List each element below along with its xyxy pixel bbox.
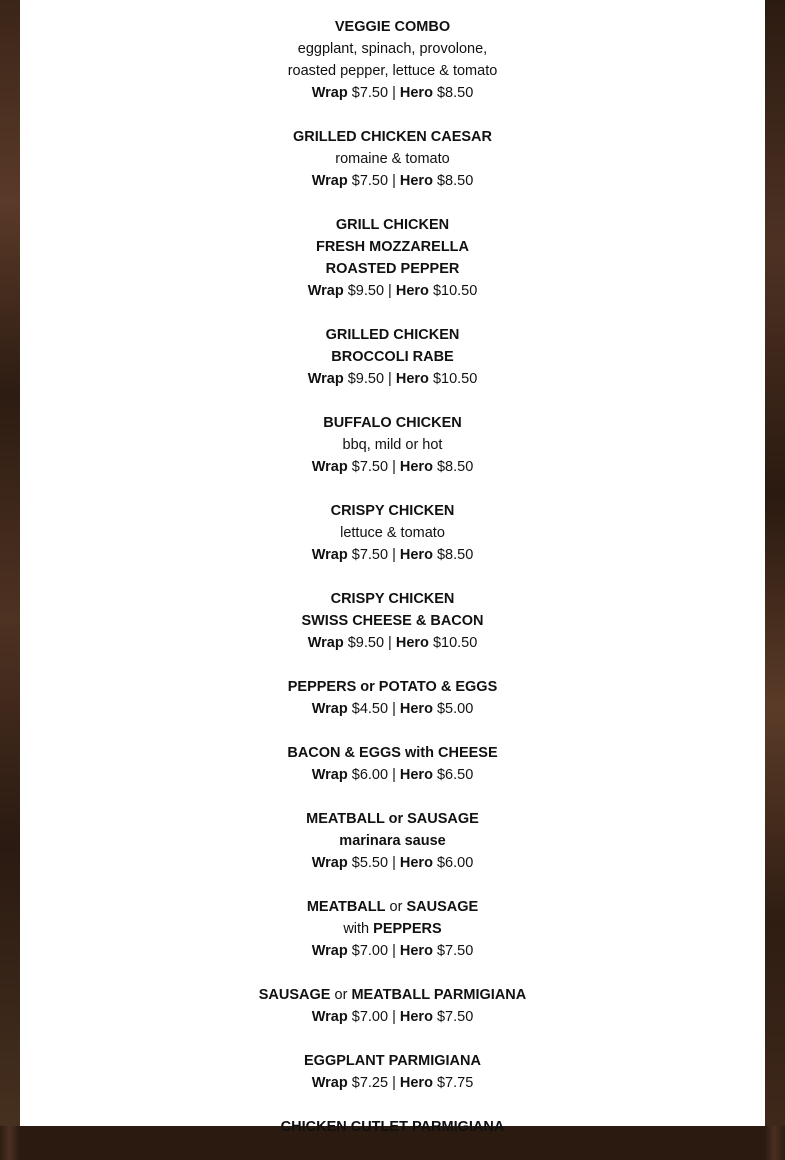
- menu-item-name: FRESH MOZZARELLA: [315, 239, 470, 255]
- menu-item-name: GRILL CHICKEN: [335, 217, 450, 233]
- price-separator: |: [392, 173, 396, 189]
- hero-label: Hero: [399, 701, 433, 717]
- wrap-price: $7.50: [351, 85, 389, 101]
- hero-label: Hero: [399, 85, 433, 101]
- wrap-label: Wrap: [311, 767, 348, 783]
- menu-item-price-line: [20, 456, 765, 478]
- menu-item-price-line: [20, 1006, 765, 1028]
- hero-label: Hero: [399, 943, 433, 959]
- menu-item: [20, 214, 765, 302]
- wrap-label: Wrap: [307, 283, 344, 299]
- price-separator: |: [392, 855, 396, 871]
- wrap-label: Wrap: [307, 371, 344, 387]
- price-separator: |: [392, 547, 396, 563]
- wrap-price: $7.25: [351, 1075, 389, 1091]
- hero-label: Hero: [395, 371, 429, 387]
- price-separator: |: [388, 283, 392, 299]
- wrap-price: $9.50: [347, 283, 385, 299]
- menu-item-connector: or: [330, 987, 352, 1003]
- menu-item-name: GRILLED CHICKEN: [325, 327, 460, 343]
- menu-item-name: VEGGIE COMBO: [334, 19, 451, 35]
- wrap-label: Wrap: [311, 173, 348, 189]
- menu-item-name: GRILLED CHICKEN CAESAR: [293, 129, 492, 145]
- menu-item: [20, 588, 765, 654]
- menu-item-description: romaine & tomato: [335, 151, 450, 167]
- hero-price: $8.50: [436, 85, 474, 101]
- wrap-price: $7.50: [351, 547, 389, 563]
- wrap-label: Wrap: [311, 547, 348, 563]
- wrap-price: $7.50: [351, 173, 389, 189]
- menu-item-price-line: [20, 632, 765, 654]
- menu-item-name-part: PEPPERS: [373, 921, 442, 937]
- hero-label: Hero: [399, 459, 433, 475]
- wrap-price: $5.50: [351, 855, 389, 871]
- hero-price: $10.50: [432, 283, 478, 299]
- menu-item: [20, 1116, 765, 1138]
- background-left-edge: [0, 0, 20, 1126]
- menu-item-name: CRISPY CHICKEN: [330, 591, 455, 607]
- price-separator: |: [392, 1075, 396, 1091]
- menu-item-connector: or: [385, 899, 407, 915]
- wrap-price: $7.00: [351, 1009, 389, 1025]
- wrap-price: $4.50: [351, 701, 389, 717]
- menu-item-name: SWISS CHEESE & BACON: [301, 613, 484, 629]
- menu-item-name: CRISPY CHICKEN: [330, 503, 455, 519]
- menu-item: [20, 126, 765, 192]
- menu-item-name: marinara sause: [339, 833, 446, 849]
- menu-item: [20, 324, 765, 390]
- hero-price: $7.50: [436, 1009, 474, 1025]
- menu-item-description: lettuce & tomato: [340, 525, 445, 541]
- menu-item: [20, 808, 765, 874]
- wrap-price: $9.50: [347, 371, 385, 387]
- hero-label: Hero: [399, 1075, 433, 1091]
- menu-item-name: BROCCOLI RABE: [331, 349, 454, 365]
- wrap-label: Wrap: [311, 855, 348, 871]
- menu-item-price-line: [20, 852, 765, 874]
- wrap-price: $9.50: [347, 635, 385, 651]
- menu-item-name: ROASTED PEPPER: [325, 261, 460, 277]
- menu-item-name-part: SAUSAGE: [258, 987, 331, 1003]
- menu-item-name: BACON & EGGS with CHEESE: [287, 745, 498, 761]
- menu-item-price-line: [20, 280, 765, 302]
- price-separator: |: [392, 459, 396, 475]
- menu-item-name: CHICKEN CUTLET PARMIGIANA: [280, 1119, 505, 1135]
- menu-item-price-line: [20, 544, 765, 566]
- hero-label: Hero: [399, 855, 433, 871]
- menu-list: [20, 16, 765, 1160]
- hero-price: $5.00: [436, 701, 474, 717]
- menu-item-name-part: SAUSAGE: [406, 899, 479, 915]
- menu-item: [20, 500, 765, 566]
- menu-item-price-line: [20, 82, 765, 104]
- wrap-price: $6.00: [351, 767, 389, 783]
- hero-label: Hero: [399, 767, 433, 783]
- hero-price: $8.50: [436, 459, 474, 475]
- hero-label: Hero: [395, 283, 429, 299]
- hero-price: $6.50: [436, 767, 474, 783]
- menu-item: [20, 412, 765, 478]
- menu-item-price-line: [20, 698, 765, 720]
- price-separator: |: [388, 371, 392, 387]
- menu-item-connector: with: [343, 921, 374, 937]
- menu-item-description: roasted pepper, lettuce & tomato: [287, 63, 498, 79]
- menu-item-name: [20, 984, 765, 1006]
- menu-item-name: MEATBALL or SAUSAGE: [306, 811, 479, 827]
- menu-item: [20, 1050, 765, 1094]
- price-separator: |: [392, 943, 396, 959]
- menu-item: [20, 984, 765, 1028]
- price-separator: |: [388, 635, 392, 651]
- hero-label: Hero: [399, 1009, 433, 1025]
- price-separator: |: [392, 85, 396, 101]
- hero-price: $10.50: [432, 371, 478, 387]
- menu-item: [20, 676, 765, 720]
- price-separator: |: [392, 701, 396, 717]
- wrap-label: Wrap: [311, 1009, 348, 1025]
- wrap-label: Wrap: [311, 459, 348, 475]
- menu-item-description: bbq, mild or hot: [342, 437, 443, 453]
- hero-price: $7.75: [436, 1075, 474, 1091]
- menu-item: [20, 742, 765, 786]
- menu-item-name: [20, 918, 765, 940]
- wrap-label: Wrap: [311, 1075, 348, 1091]
- wrap-label: Wrap: [311, 85, 348, 101]
- menu-item-price-line: [20, 764, 765, 786]
- menu-item-price-line: [20, 1072, 765, 1094]
- price-separator: |: [392, 1009, 396, 1025]
- hero-label: Hero: [399, 173, 433, 189]
- wrap-label: Wrap: [311, 701, 348, 717]
- menu-item: [20, 896, 765, 962]
- menu-item-name: PEPPERS or POTATO & EGGS: [287, 679, 498, 695]
- hero-price: $7.50: [436, 943, 474, 959]
- menu-item-description: eggplant, spinach, provolone,: [297, 41, 488, 57]
- background-right-edge: [765, 0, 785, 1126]
- hero-label: Hero: [399, 547, 433, 563]
- menu-item: [20, 16, 765, 104]
- hero-price: $10.50: [432, 635, 478, 651]
- hero-price: $8.50: [436, 173, 474, 189]
- menu-item-name: [20, 896, 765, 918]
- hero-label: Hero: [395, 635, 429, 651]
- menu-item-name-part: MEATBALL PARMIGIANA: [351, 987, 527, 1003]
- hero-price: $8.50: [436, 547, 474, 563]
- menu-item-name-part: MEATBALL: [306, 899, 386, 915]
- wrap-price: $7.50: [351, 459, 389, 475]
- menu-item-name: EGGPLANT PARMIGIANA: [304, 1053, 481, 1069]
- menu-item-name: BUFFALO CHICKEN: [323, 415, 462, 431]
- price-separator: |: [392, 767, 396, 783]
- wrap-label: Wrap: [307, 635, 344, 651]
- menu-panel: [20, 0, 765, 1135]
- menu-item-price-line: [20, 940, 765, 962]
- wrap-price: $7.00: [351, 943, 389, 959]
- hero-price: $6.00: [436, 855, 474, 871]
- menu-item-price-line: [20, 170, 765, 192]
- menu-item-price-line: [20, 368, 765, 390]
- wrap-label: Wrap: [311, 943, 348, 959]
